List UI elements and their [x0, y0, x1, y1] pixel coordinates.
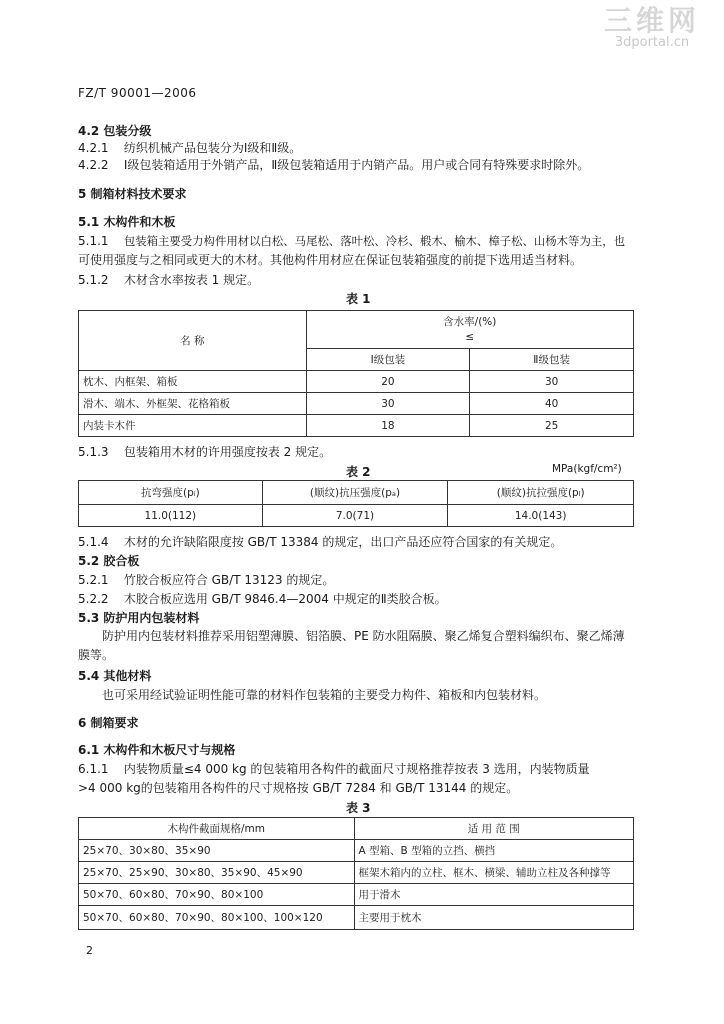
table-cell-grade2: 40: [470, 393, 634, 415]
table-cell-grade1: 20: [306, 371, 470, 393]
table-1-header-grade2: Ⅱ级包装: [470, 349, 634, 371]
table-3: [78, 817, 634, 930]
table-1-caption: 表 1: [346, 292, 371, 306]
table-3-caption: 表 3: [346, 801, 371, 815]
section-5-4-title: 5.4 其他材料: [78, 669, 152, 683]
table-2-header-compression: (顺纹)抗压强度(pₐ): [262, 481, 448, 505]
clause-6-1-1: [78, 761, 590, 777]
table-cell-bending: 11.0(112): [79, 505, 263, 527]
clause-number: 5.1.3: [78, 445, 109, 459]
section-5-title: 5 制箱材料技术要求: [78, 187, 187, 201]
clause-number: 4.2.2: [78, 158, 109, 172]
table-row: [79, 505, 634, 527]
page-number: 2: [86, 944, 93, 957]
section-5-2-title: 5.2 胶合板: [78, 554, 140, 568]
table-1: [78, 310, 634, 437]
table-row: [79, 371, 634, 393]
table-2-unit: MPa(kgf/cm²): [552, 463, 622, 475]
table-cell-spec: 50×70、60×80、70×90、80×100、100×120: [79, 906, 355, 930]
clause-text: 包装箱用木材的许用强度按表 2 规定。: [123, 445, 332, 459]
table-2-caption: 表 2: [346, 465, 371, 479]
table-cell-grade1: 18: [306, 415, 470, 437]
clause-number: 5.1.2: [78, 273, 109, 287]
section-5-3-body: 防护用内包装材料推荐采用铝塑薄膜、铝箔膜、PE 防水阻隔膜、聚乙烯复合塑料编织布、聚乙烯薄膜等。: [78, 629, 625, 662]
clause-text-line1: 包装箱主要受力构件用材以白松、马尾松、落叶松、冷杉、椴木、榆木、樟子松、山杨木等为主，也: [123, 234, 626, 248]
table-row: [79, 862, 634, 884]
clause-5-2-1: [78, 572, 334, 588]
table-2-header-bending: 抗弯强度(pᵢ): [79, 481, 263, 505]
table-cell-name: 滑木、端木、外框架、花格箱板: [79, 393, 307, 415]
section-5-3-title: 5.3 防护用内包装材料: [78, 611, 200, 625]
clause-text-line1: 内装物质量≤4 000 kg 的包装箱用各构件的截面尺寸规格推荐按表 3 选用，内装物质量: [123, 762, 590, 776]
table-cell-use: 框架木箱内的立柱、框木、横梁、辅助立柱及各种撑等: [354, 862, 633, 884]
table-row: [79, 840, 634, 862]
clause-text: 木材含水率按表 1 规定。: [123, 273, 260, 287]
clause-text: Ⅰ级包装箱适用于外销产品，Ⅱ级包装箱适用于内销产品。用户或合同有特殊要求时除外。: [123, 158, 590, 172]
clause-6-1-1-line2: >4 000 kg的包装箱用各构件的尺寸规格按 GB/T 7284 和 GB/T 13144 的规定。: [78, 781, 519, 795]
table-cell-use: 主要用于枕木: [354, 906, 633, 930]
section-4-2-title: 4.2 包装分级: [78, 124, 152, 138]
clause-5-1-4: [78, 534, 562, 550]
table-cell-spec: 25×70、30×80、35×90: [79, 840, 355, 862]
table-3-header-use: 适 用 范 围: [354, 818, 633, 840]
clause-number: 4.2.1: [78, 141, 109, 155]
clause-number: 6.1.1: [78, 762, 109, 776]
table-row: [79, 884, 634, 906]
table-cell-spec: 25×70、25×90、30×80、35×90、45×90: [79, 862, 355, 884]
watermark-site: 3dportal.cn: [614, 35, 690, 50]
table-cell-grade2: 25: [470, 415, 634, 437]
section-5-1-title: 5.1 木构件和木板: [78, 215, 176, 229]
table-cell-name: 枕木、内框架、箱板: [79, 371, 307, 393]
table-1-header-name: 名 称: [79, 311, 307, 371]
table-row: [79, 906, 634, 930]
table-3-header-spec: 木构件截面规格/mm: [79, 818, 355, 840]
clause-number: 5.1.1: [78, 234, 109, 248]
table-cell-compression: 7.0(71): [262, 505, 448, 527]
table-2: [78, 480, 634, 527]
table-cell-spec: 50×70、60×80、70×90、80×100: [79, 884, 355, 906]
section-6-title: 6 制箱要求: [78, 716, 139, 730]
clause-number: 5.2.2: [78, 592, 109, 606]
clause-text: 木胶合板应选用 GB/T 9846.4—2004 中规定的Ⅱ类胶合板。: [123, 592, 447, 606]
table-cell-name: 内装卡木件: [79, 415, 307, 437]
clause-5-2-2: [78, 591, 447, 607]
table-row: [79, 415, 634, 437]
table-cell-tension: 14.0(143): [448, 505, 634, 527]
clause-5-1-2: [78, 272, 259, 288]
watermark-brand: 三维网: [603, 4, 700, 37]
table-2-header-tension: (顺纹)抗拉强度(pₗ): [448, 481, 634, 505]
clause-number: 5.2.1: [78, 573, 109, 587]
table-row: [79, 393, 634, 415]
clause-text: 竹胶合板应符合 GB/T 13123 的规定。: [123, 573, 335, 587]
clause-number: 5.1.4: [78, 535, 109, 549]
section-5-4-body: 也可采用经试验证明性能可靠的材料作包装箱的主要受力构件、箱板和内包装材料。: [102, 688, 547, 702]
table-1-header-moisture: [306, 311, 633, 349]
clause-5-1-3: [78, 444, 331, 460]
clause-5-1-1-line2: 可使用强度与之相同或更大的木材。其他构件用材应在保证包装箱强度的前提下选用适当材料。: [78, 253, 583, 267]
standard-number: FZ/T 90001—2006: [78, 86, 197, 100]
table-1-header-grade1: Ⅰ级包装: [306, 349, 470, 371]
table-cell-use: 用于滑木: [354, 884, 633, 906]
watermark-logo: [604, 6, 700, 50]
table-cell-use: A 型箱、B 型箱的立挡、横挡: [354, 840, 633, 862]
table-1-moisture-label: 含水率/(%): [443, 315, 497, 328]
clause-text: 纺织机械产品包装分为Ⅰ级和Ⅱ级。: [123, 141, 302, 155]
clause-4-2-1: [78, 140, 301, 156]
clause-5-1-1: [78, 233, 625, 249]
clause-text: 木材的允许缺陷限度按 GB/T 13384 的规定，出口产品还应符合国家的有关规定。: [123, 535, 563, 549]
table-cell-grade2: 30: [470, 371, 634, 393]
table-cell-grade1: 30: [306, 393, 470, 415]
table-1-le-sign: ≤: [465, 330, 475, 343]
section-6-1-title: 6.1 木构件和木板尺寸与规格: [78, 743, 236, 757]
clause-4-2-2: [78, 157, 589, 173]
